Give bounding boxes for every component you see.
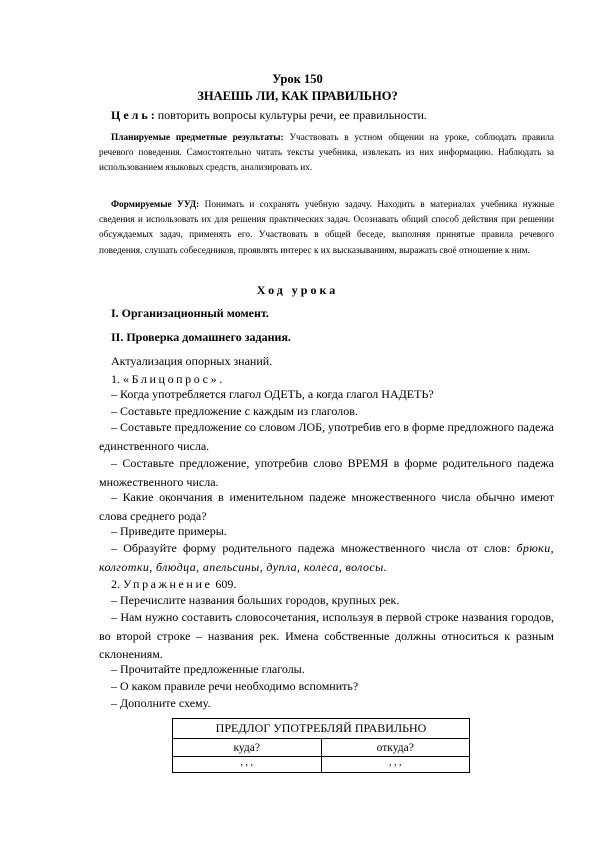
question-1: – Когда употребляется глагол ОДЕТЬ, а когда глагол НАДЕТЬ? bbox=[111, 387, 434, 401]
question-7-words: брюки, колготки, блюдца, апельсины, дупла, колеса, волосы. bbox=[99, 541, 554, 574]
question-4: – Составьте предложение, употребив слово ВРЕМЯ в форме родительного падежа множественного числа. bbox=[99, 456, 554, 489]
schema-header: ПРЕДЛОГ УПОТРЕБЛЯЙ ПРАВИЛЬНО bbox=[173, 719, 470, 739]
question-7 bbox=[99, 539, 554, 576]
lesson-number: Урок 150 bbox=[272, 72, 323, 86]
question-5: – Какие окончания в именительном падеже множественного числа обычно имеют слова среднего рода? bbox=[99, 490, 554, 523]
question-6: – Приведите примеры. bbox=[111, 524, 227, 538]
uud-text: Понимать и сохранять учебную задачу. Находить в материалах учебника нужные сведения и использовать их для решения практических задач. Осознавать общий способ действия при решении обсуждаемых задач, применять его. Участвовать в общей беседе, выполняя принятые правила речевого поведения, слушать собеседников, проявлять интерес к их высказываниям, выражать своё отношение к ним. bbox=[99, 200, 554, 256]
exercise-number: 609. bbox=[212, 577, 237, 591]
exercise-step-5: – Дополните схему. bbox=[111, 696, 211, 710]
schema-col-where-to: куда? bbox=[173, 739, 322, 757]
exercise-step-1: – Перечислите названия больших городов, крупных рек. bbox=[111, 593, 400, 607]
course-heading: Ход урока bbox=[256, 283, 339, 297]
actualization-line: Актуализация опорных знаний. bbox=[111, 354, 273, 368]
question-2: – Составьте предложение с каждым из глаголов. bbox=[111, 404, 358, 418]
planned-results-label: Планируемые предметные результаты: bbox=[111, 133, 284, 143]
planned-results-paragraph bbox=[99, 131, 554, 177]
exercise-step-2: – Нам нужно составить словосочетания, используя в первой строке названия городов, во второй строке – названия рек. Имена собственные должны относиться к разным склонениям. bbox=[99, 610, 554, 662]
planned-results-text: Участвовать в устном общении на уроке, соблюдать правила речевого поведения. Самостоятельно читать тексты учебника, извлекать из них информацию. Наблюдать за использованием языковых средств, анализировать их. bbox=[99, 133, 554, 174]
question-7-text: – Образуйте форму родительного падежа множественного числа от слов: bbox=[111, 541, 517, 555]
uud-paragraph bbox=[99, 198, 554, 259]
schema-cell-where-to: , , , bbox=[173, 757, 322, 773]
blitz-number: 1. bbox=[111, 372, 123, 386]
exercise-step-4: – О каком правиле речи необходимо вспомнить? bbox=[111, 679, 359, 693]
uud-label: Формируемые УУД: bbox=[111, 200, 200, 210]
goal-label: Ц е л ь : bbox=[111, 108, 155, 122]
goal-paragraph bbox=[99, 106, 554, 125]
lesson-title: ЗНАЕШЬ ЛИ, КАК ПРАВИЛЬНО? bbox=[197, 89, 398, 103]
schema-cell-where-from: , , , bbox=[321, 757, 470, 773]
exercise-label: Упражнение bbox=[123, 577, 213, 591]
goal-text: повторить вопросы культуры речи, ее правильности. bbox=[154, 108, 427, 122]
section-homework-check: II. Проверка домашнего задания. bbox=[111, 330, 291, 344]
blitz-label: «Блицопрос». bbox=[123, 372, 225, 386]
question-3: – Составьте предложение со словом ЛОБ, употребив его в форме предложного падежа единственного числа. bbox=[99, 420, 554, 453]
preposition-schema-table bbox=[172, 718, 470, 773]
section-organizational: I. Организационный момент. bbox=[111, 306, 269, 320]
exercise-index: 2. bbox=[111, 577, 123, 591]
exercise-step-3: – Прочитайте предложенные глаголы. bbox=[111, 662, 305, 676]
schema-col-where-from: откуда? bbox=[321, 739, 470, 757]
